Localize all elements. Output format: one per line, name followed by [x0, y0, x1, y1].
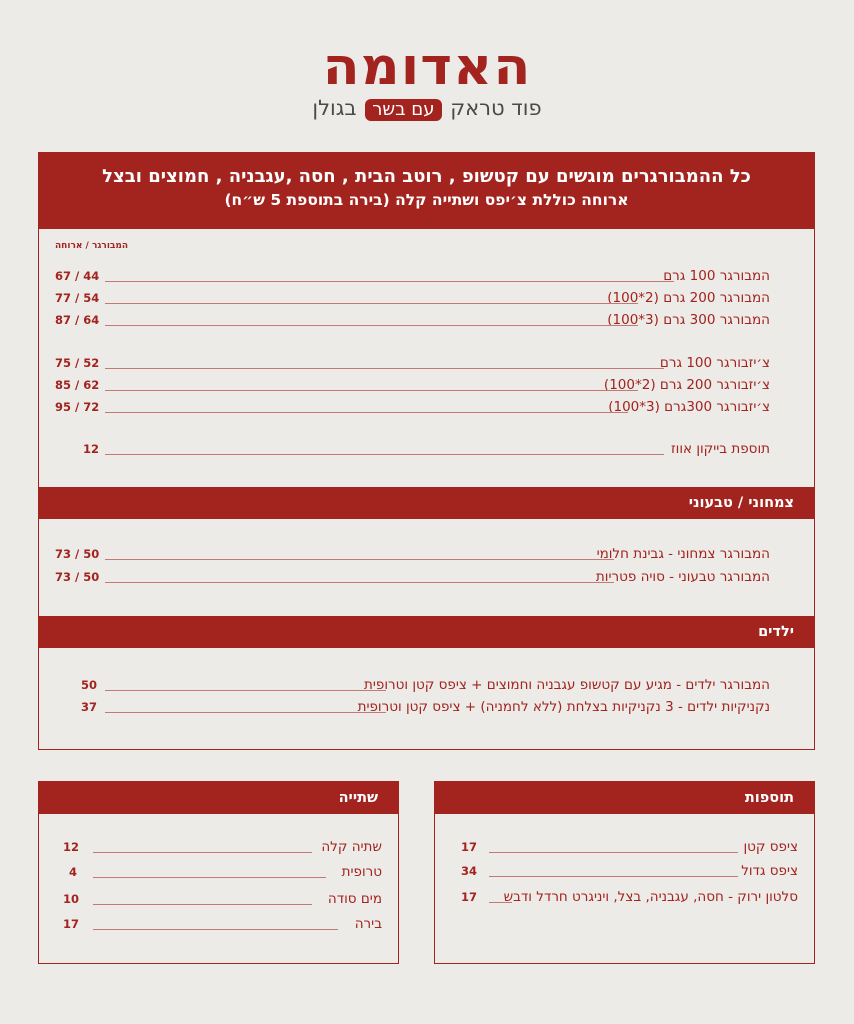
menu-item [39, 355, 814, 373]
item-name: נקניקיות ילדים - 3 נקניקיות בצלחת (ללא לחמניה) + ציפס קטן וטרופית [357, 699, 770, 715]
main-menu-header-line2: ארוחה כוללת צ׳יפס ושתייה קלה (בירה בתוספת 5 ש״ח) [224, 191, 629, 209]
logo-title: האדומה [322, 36, 532, 97]
menu-item [39, 699, 814, 717]
drinks-header [39, 782, 398, 814]
item-price: 50 [81, 678, 98, 692]
item-name: תוספת בייקון אווז [670, 441, 770, 457]
item-name: צ׳יזבורגר 100 גרם [659, 355, 770, 371]
menu-item [39, 377, 814, 395]
item-name: ציפס גדול [741, 863, 798, 879]
leader-line [105, 712, 386, 713]
menu-item [39, 290, 814, 308]
main-menu-header [39, 153, 814, 229]
item-name: המבורגר צמחוני - גבינת חלומי [596, 546, 770, 562]
item-name: המבורגר 200 גרם (2*100) [607, 290, 770, 306]
kids-section-header [39, 616, 814, 648]
item-name: ציפס קטן [743, 839, 798, 855]
leader-line [489, 852, 738, 853]
logo-subtitle [0, 96, 854, 121]
item-price: 95 / 72 [55, 400, 100, 414]
menu-item [39, 268, 814, 286]
menu-item [39, 546, 814, 564]
item-name: המבורגר טבעוני - סויה פטריות [595, 569, 770, 585]
menu-item [39, 399, 814, 417]
item-price: 12 [83, 442, 100, 456]
item-name: המבורגר 300 גרם (3*100) [607, 312, 770, 328]
item-name: צ׳יזבורגר 300גרם (3*100) [608, 399, 770, 415]
item-price: 34 [461, 864, 478, 878]
leader-line [105, 281, 674, 282]
menu-item [39, 839, 398, 857]
item-price: 77 / 54 [55, 291, 100, 305]
leader-line [93, 904, 312, 905]
leader-line [105, 325, 638, 326]
menu-item [39, 441, 814, 459]
main-menu-box [38, 152, 815, 750]
item-name: שתיה קלה [321, 839, 382, 855]
item-name: המבורגר 100 גרם [663, 268, 770, 284]
item-price: 12 [63, 840, 80, 854]
logo-subtitle-badge: עם בשר [365, 99, 441, 121]
leader-line [93, 877, 326, 878]
sides-title: תוספות [744, 790, 794, 806]
logo [0, 36, 854, 121]
menu-item [435, 839, 814, 857]
item-price: 10 [63, 892, 80, 906]
leader-line [105, 412, 628, 413]
item-price: 85 / 62 [55, 378, 100, 392]
veg-section-header [39, 487, 814, 519]
menu-item [39, 916, 398, 934]
leader-line [105, 454, 664, 455]
item-name: טרופית [341, 864, 382, 880]
drinks-box [38, 781, 399, 964]
item-price: 67 / 44 [55, 269, 100, 283]
item-price: 4 [69, 865, 78, 879]
leader-line [105, 368, 664, 369]
item-price: 17 [461, 890, 478, 904]
veg-section-title: צמחוני / טבעוני [688, 495, 794, 511]
item-name: סלטון ירוק - חסה, עגבניה, בצל, ויניגרט חרדל ודבש [503, 889, 798, 905]
item-price: 87 / 64 [55, 313, 100, 327]
item-price: 73 / 50 [55, 570, 100, 584]
menu-item [39, 677, 814, 695]
logo-subtitle-after: בגולן [312, 96, 357, 120]
menu-item [39, 569, 814, 587]
leader-line [489, 876, 738, 877]
leader-line [93, 852, 312, 853]
column-label: המבורגר / ארוחה [55, 241, 129, 251]
item-price: 75 / 52 [55, 356, 100, 370]
drinks-title: שתייה [338, 790, 378, 806]
item-price: 17 [461, 840, 478, 854]
item-name: בירה [354, 916, 382, 932]
menu-item [435, 889, 814, 907]
leader-line [489, 902, 512, 903]
kids-section-title: ילדים [758, 624, 794, 640]
leader-line [105, 582, 614, 583]
item-name: המבורגר ילדים - מגיע עם קטשופ עגבניה וחמוצים + ציפס קטן וטרופית [364, 677, 770, 693]
item-name: מים סודה [327, 891, 382, 907]
item-price: 37 [81, 700, 98, 714]
logo-subtitle-before: פוד טראק [450, 96, 542, 120]
item-price: 17 [63, 917, 80, 931]
sides-header [435, 782, 814, 814]
menu-item [39, 864, 398, 882]
menu-item [39, 312, 814, 330]
menu-item [435, 863, 814, 881]
leader-line [105, 559, 614, 560]
leader-line [105, 390, 638, 391]
menu-item [39, 891, 398, 909]
leader-line [93, 929, 338, 930]
item-name: צ׳יזבורגר 200 גרם (2*100) [603, 377, 770, 393]
item-price: 73 / 50 [55, 547, 100, 561]
leader-line [105, 303, 638, 304]
main-menu-header-line1: כל ההמבורגרים מוגשים עם קטשופ , רוטב הבית , חסה ,עגבניה , חמוצים ובצל [102, 166, 751, 187]
leader-line [105, 690, 386, 691]
sides-box [434, 781, 815, 964]
